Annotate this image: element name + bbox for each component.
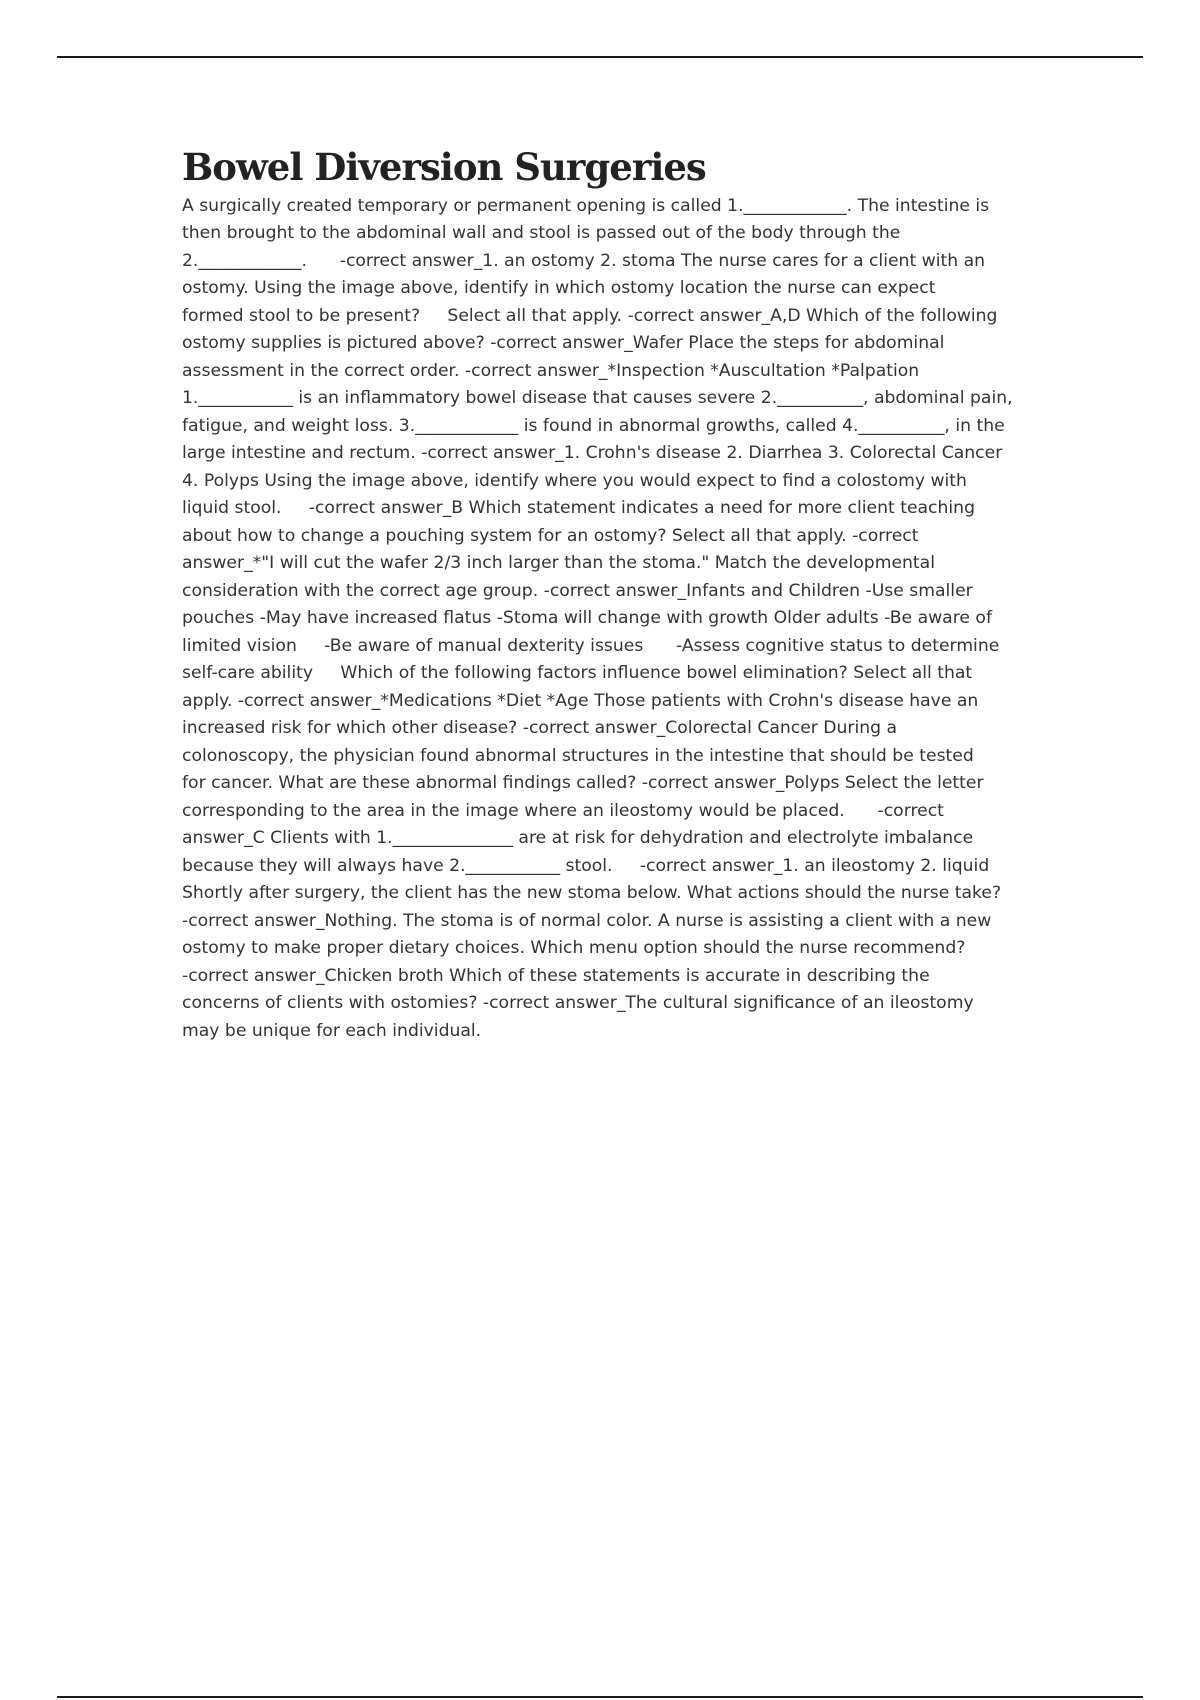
body-text-line: fatigue, and weight loss. 3.____________ is found in abnormal growths, called 4.__________, in the	[182, 415, 1005, 436]
body-text-line: -correct answer_Nothing. The stoma is of normal color. A nurse is assisting a client with a new	[182, 910, 992, 931]
body-text-line: -correct answer_Chicken broth Which of these statements is accurate in describing the	[182, 965, 930, 986]
document-page	[182, 146, 1022, 1045]
body-text-line: colonoscopy, the physician found abnormal structures in the intestine that should be tested	[182, 745, 974, 766]
body-text-line: increased risk for which other disease? -correct answer_Colorectal Cancer During a	[182, 718, 898, 739]
document-title: Bowel Diversion Surgeries	[182, 145, 706, 189]
body-text-line: self-care ability Which of the following factors influence bowel elimination? Select all that	[182, 663, 973, 684]
body-text-line: corresponding to the area in the image where an ileostomy would be placed. -correct	[182, 800, 944, 821]
body-text-line: ostomy to make proper dietary choices. Which menu option should the nurse recommend?	[182, 938, 966, 959]
body-text-line: ostomy. Using the image above, identify in which ostomy location the nurse can expect	[182, 278, 936, 299]
body-text-line: consideration with the correct age group. -correct answer_Infants and Children -Use smaller	[182, 580, 973, 601]
footer-rule	[57, 1696, 1143, 1698]
body-text-line: pouches -May have increased flatus -Stoma will change with growth Older adults -Be aware of	[182, 608, 992, 629]
body-text-line: liquid stool. -correct answer_B Which statement indicates a need for more client teaching	[182, 498, 975, 519]
body-text-line: concerns of clients with ostomies? -correct answer_The cultural significance of an ileostomy	[182, 993, 974, 1014]
body-text-line: for cancer. What are these abnormal findings called? -correct answer_Polyps Select the letter	[182, 773, 984, 794]
body-text-line: Shortly after surgery, the client has the new stoma below. What actions should the nurse take?	[182, 883, 1002, 904]
body-text-line: 1.___________ is an inflammatory bowel disease that causes severe 2.__________, abdominal pain,	[182, 388, 1013, 409]
body-text-line: A surgically created temporary or permanent opening is called 1.____________. The intestine is	[182, 195, 990, 216]
body-text-line: limited vision -Be aware of manual dexterity issues -Assess cognitive status to determine	[182, 635, 1000, 656]
body-text-line: answer_*"I will cut the wafer 2/3 inch larger than the stoma." Match the developmental	[182, 553, 935, 574]
body-text-line: large intestine and rectum. -correct answer_1. Crohn's disease 2. Diarrhea 3. Colorectal Cancer	[182, 443, 1003, 464]
body-text-line: answer_C Clients with 1.______________ are at risk for dehydration and electrolyte imbalance	[182, 828, 974, 849]
body-text-line: assessment in the correct order. -correct answer_*Inspection *Auscultation *Palpation	[182, 360, 920, 381]
header-rule	[57, 56, 1143, 58]
body-text-line: apply. -correct answer_*Medications *Diet *Age Those patients with Crohn's disease have an	[182, 690, 979, 711]
body-text-line: about how to change a pouching system for an ostomy? Select all that apply. -correct	[182, 525, 919, 546]
body-text-line: formed stool to be present? Select all that apply. -correct answer_A,D Which of the following	[182, 305, 998, 326]
document-body	[182, 193, 1022, 1046]
body-text-line: 2.____________. -correct answer_1. an ostomy 2. stoma The nurse cares for a client with an	[182, 250, 986, 271]
body-text-line: because they will always have 2.___________ stool. -correct answer_1. an ileostomy 2. liquid	[182, 855, 990, 876]
body-text-line: 4. Polyps Using the image above, identify where you would expect to find a colostomy with	[182, 470, 967, 491]
body-text-line: may be unique for each individual.	[182, 1020, 482, 1041]
body-text-line: then brought to the abdominal wall and stool is passed out of the body through the	[182, 223, 901, 244]
body-text-line: ostomy supplies is pictured above? -correct answer_Wafer Place the steps for abdominal	[182, 333, 945, 354]
